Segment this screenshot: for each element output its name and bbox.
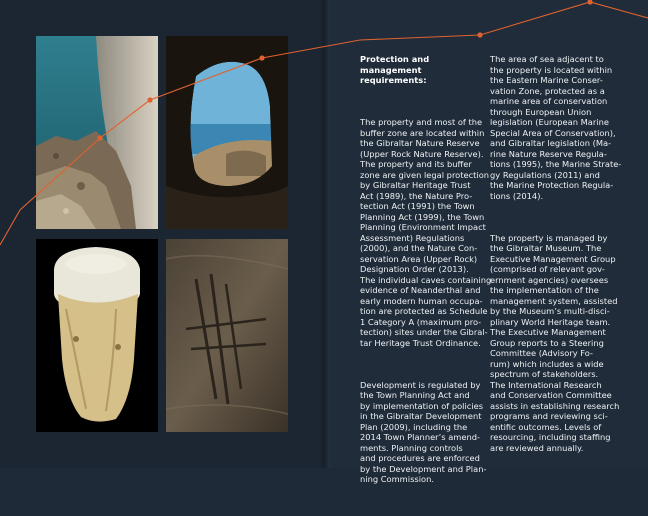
- protection-paragraph: The property and most of the buffer zone are located within the Gibraltar Nature Reserve (Upper Rock Nature Reserve). The property and its buffer zone are given legal protection by Gibraltar Heritage Trust Act (1989), the Nature Pro- tection Act (1991) the Town Planning Act (1999), the Town Planning (Environment Impact Assessment) Regulations (2000), and the Nature Con- servation Area (Upper Rock) Designation Order (2013). The individual caves containing evidence of Neanderthal and early modern human occupa- tion are protected as Schedule 1 Category A (maximum pro- tection) sites under the Gibral- tar Heritage Trust Ordinance.: [360, 117, 492, 348]
- page-gutter: [320, 0, 330, 468]
- marine-area-paragraph: The area of sea adjacent to the property is located within the Eastern Marine Conser- vation Zone, protected as a marine area of conservation through European Union legislation (European Marine Special Area of Conservation), and Gibraltar legislation (Ma- rine Nature Reserve Regula- tions (1995), the Marine Strate- gy Regulations (2011) and the Marine Protection Regula- tions (2014).: [490, 54, 622, 201]
- cliff-coast-photo: [36, 36, 158, 229]
- tooth-photo: [36, 239, 158, 432]
- section-heading: Protection and management requirements:: [360, 54, 430, 85]
- text-column-1: [360, 33, 492, 516]
- development-paragraph: Development is regulated by the Town Planning Act and by implementation of policies in the Gibraltar Development Plan (2009), including the 2014 Town Planner’s amend- ments. Planning controls and procedures are enforced by the Development and Plan- ning Commission.: [360, 379, 487, 484]
- rock-engraving-photo: [166, 239, 288, 432]
- text-column-2: [490, 33, 622, 485]
- cave-opening-photo: [166, 36, 288, 229]
- management-paragraph: The property is managed by the Gibraltar Museum. The Executive Management Group (comprised of relevant gov- ernment agencies) oversees the implementation of the management system, assisted by the Museum’s multi-disci- plinary World Heritage team. The Executive Management Group reports to a Steering Committee (Advisory Fo- rum) which includes a wide spectrum of stakeholders. The International Research and Conservation Committee assists in establishing research programs and reviewing sci- entific outcomes. Levels of resourcing, including staffing are reviewed annually.: [490, 232, 620, 453]
